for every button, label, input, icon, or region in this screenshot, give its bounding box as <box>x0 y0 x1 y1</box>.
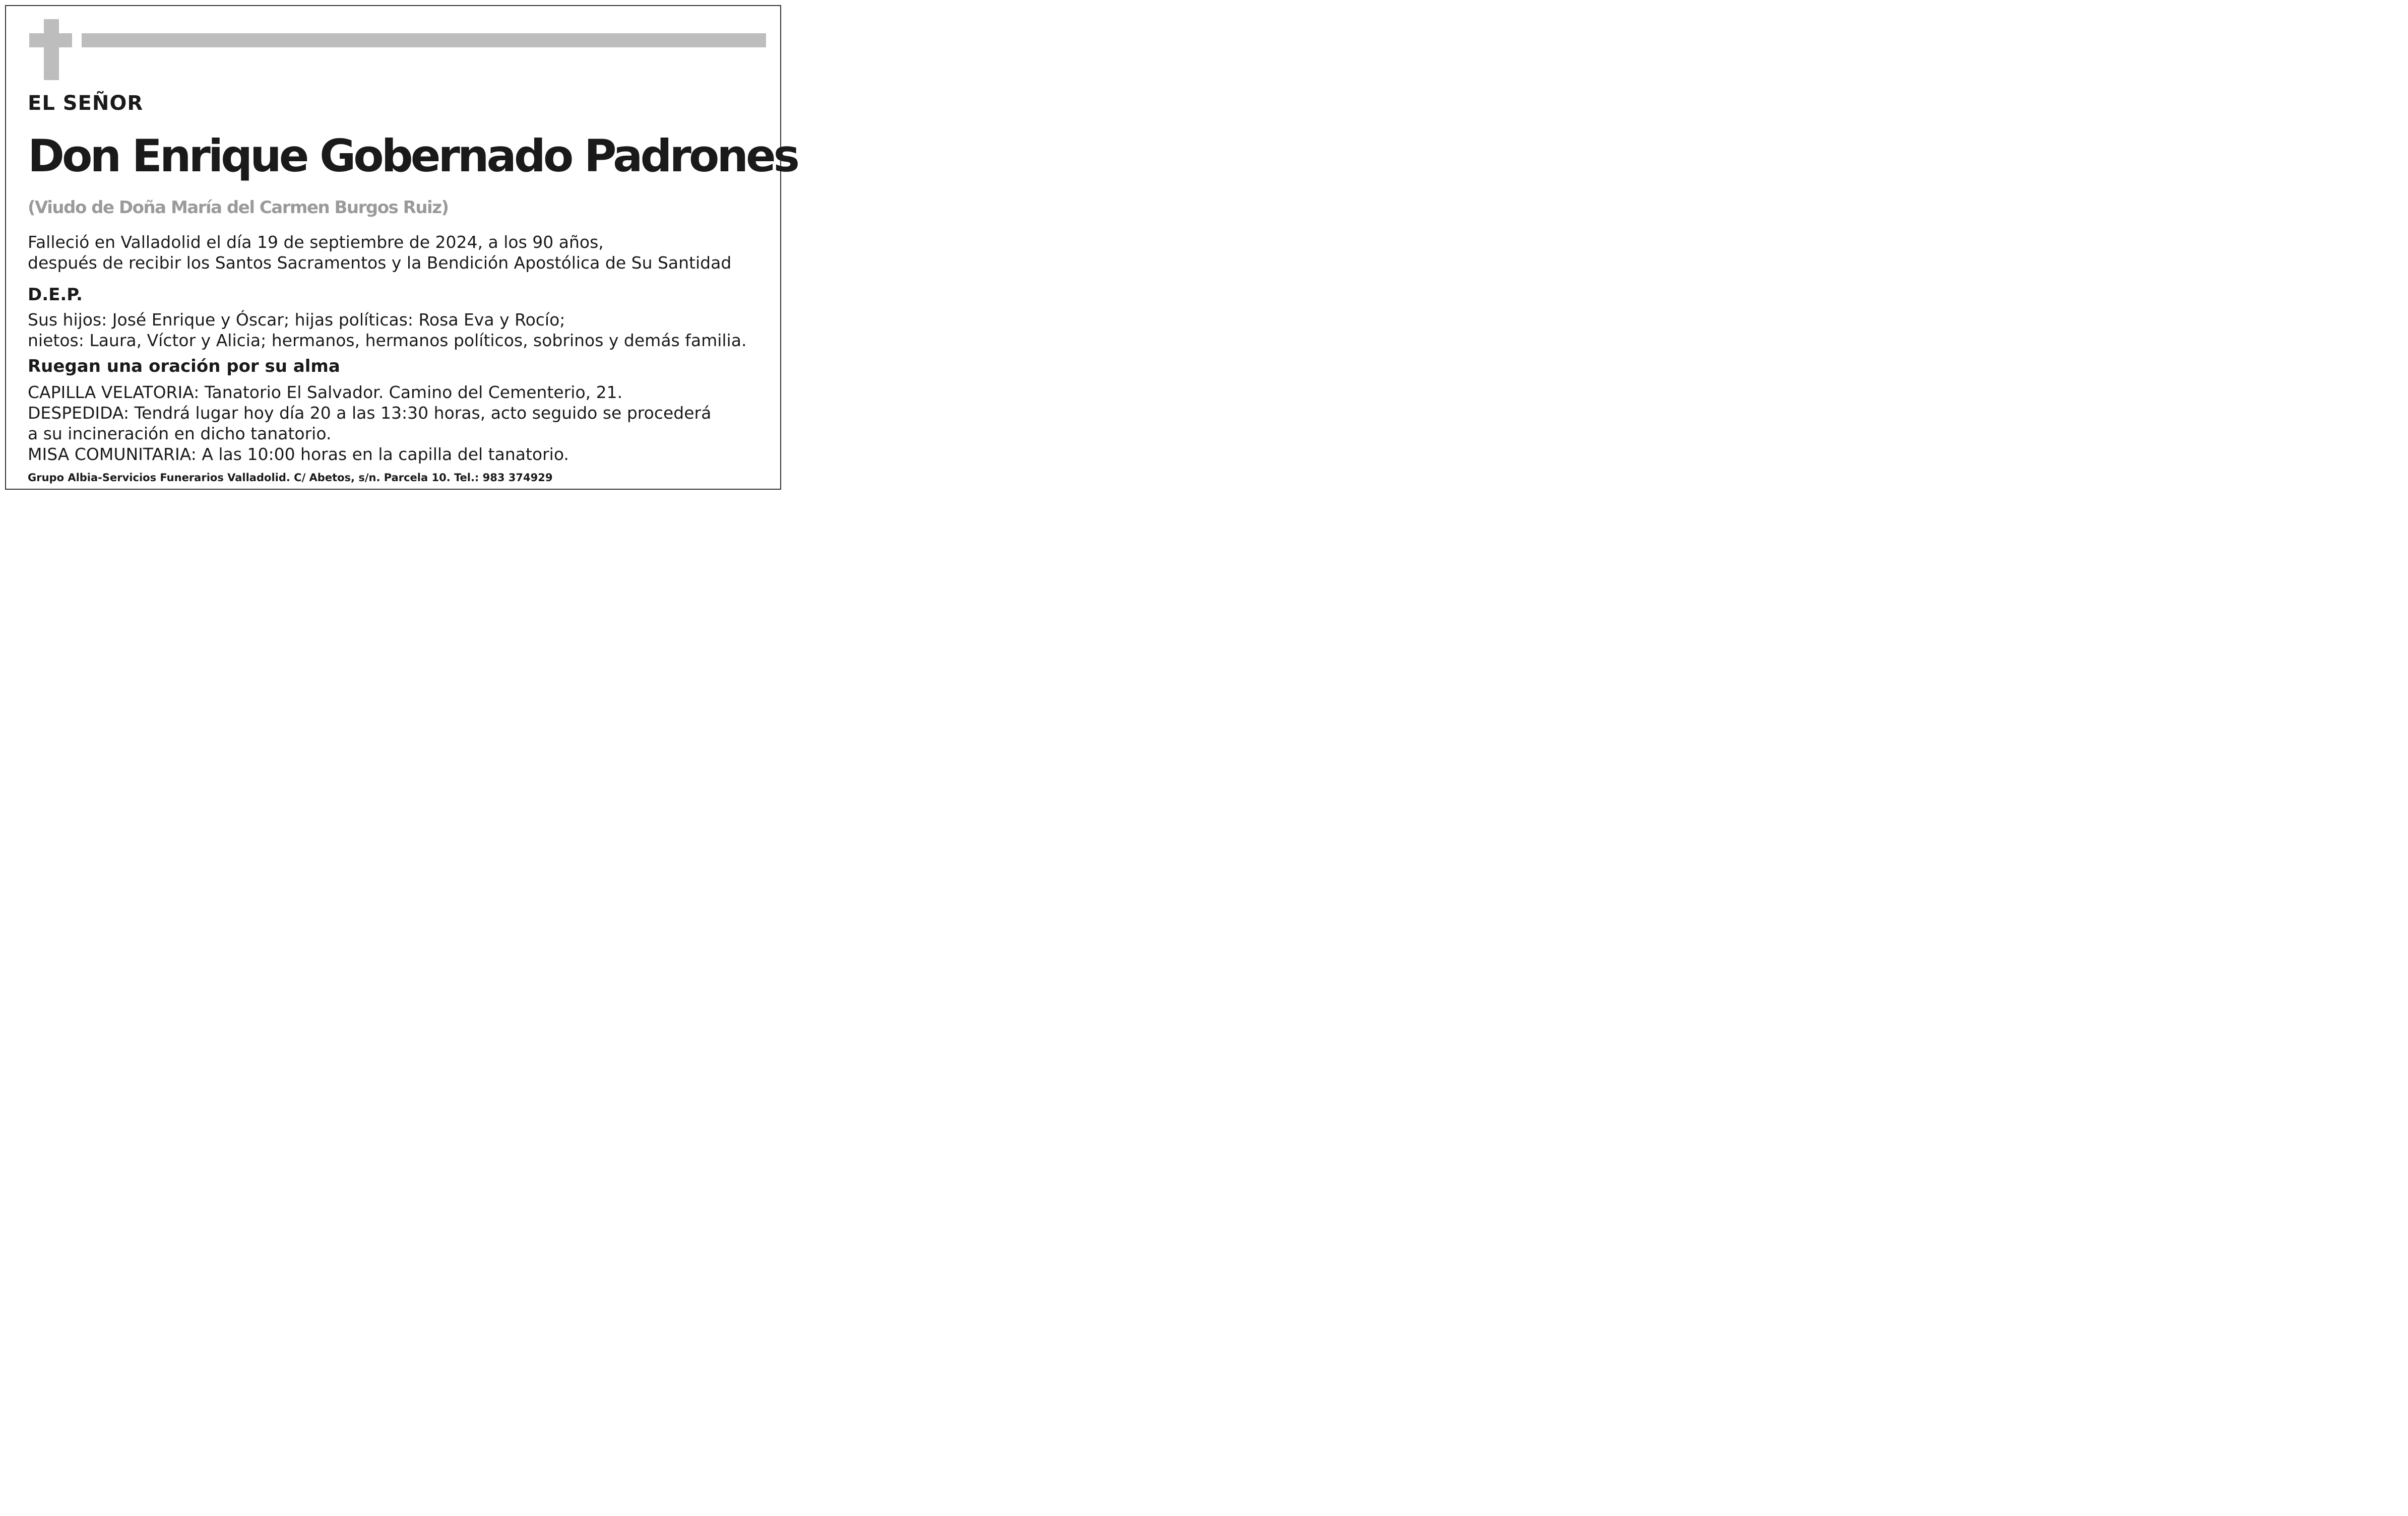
cross-icon-bar <box>29 33 72 47</box>
service-line: CAPILLA VELATORIA: Tanatorio El Salvador. Camino del Cementerio, 21. <box>28 382 623 402</box>
cross-icon <box>44 19 59 80</box>
death-line: Falleció en Valladolid el día 19 de septiembre de 2024, a los 90 años, <box>28 232 604 252</box>
funeral-home-footer: Grupo Albia-Servicios Funerarios Valladolid. C/ Abetos, s/n. Parcela 10. Tel.: 983 374929 <box>28 472 553 484</box>
death-line: después de recibir los Santos Sacramentos y la Bendición Apostólica de Su Santidad <box>28 253 732 273</box>
deceased-name: Don Enrique Gobernado Padrones <box>28 130 798 182</box>
prayer-request: Ruegan una oración por su alma <box>28 356 340 376</box>
service-line: MISA COMUNITARIA: A las 10:00 horas en la capilla del tanatorio. <box>28 444 569 464</box>
service-line: a su incineración en dicho tanatorio. <box>28 424 332 443</box>
rip-label: D.E.P. <box>28 285 83 305</box>
honorific: EL SEÑOR <box>28 92 144 115</box>
family-line: Sus hijos: José Enrique y Óscar; hijas políticas: Rosa Eva y Rocío; <box>28 310 565 329</box>
header-rule <box>82 33 766 47</box>
widowed-of: (Viudo de Doña María del Carmen Burgos Ruiz) <box>28 197 449 218</box>
family-line: nietos: Laura, Víctor y Alicia; hermanos, hermanos políticos, sobrinos y demás familia. <box>28 331 747 350</box>
service-line: DESPEDIDA: Tendrá lugar hoy día 20 a las 13:30 horas, acto seguido se procederá <box>28 403 712 423</box>
